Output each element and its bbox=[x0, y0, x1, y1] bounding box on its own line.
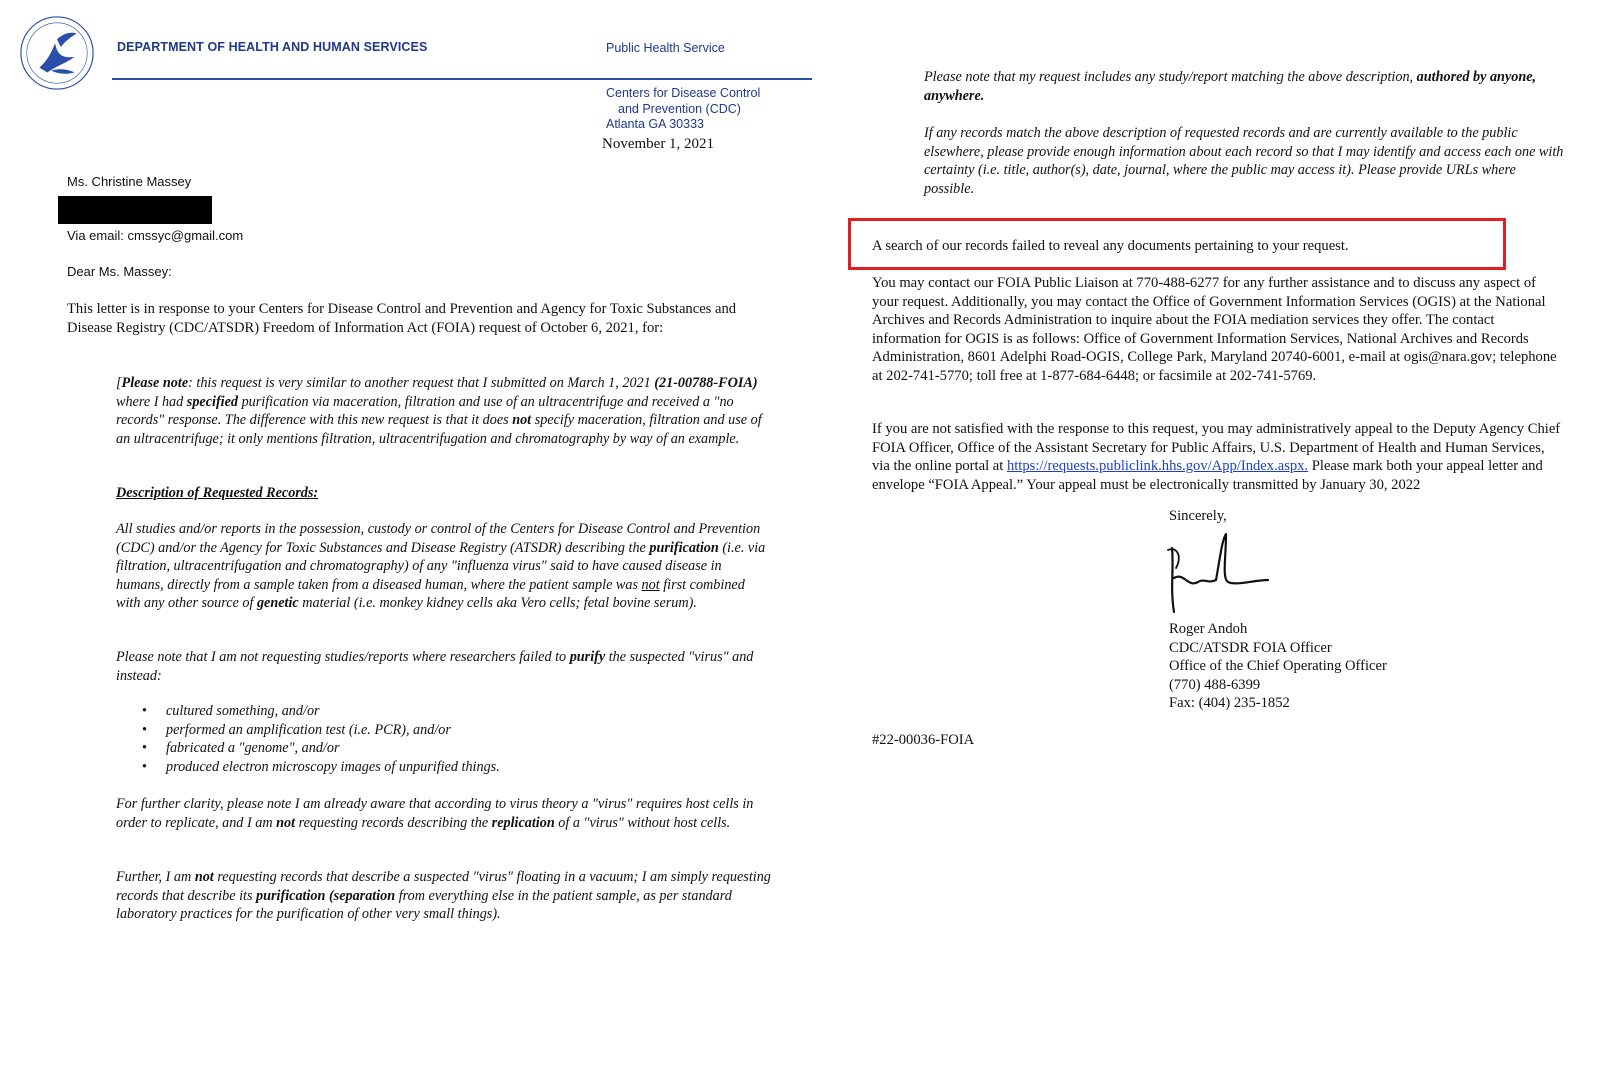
appeal-portal-link[interactable]: https://requests.publiclink.hhs.gov/App/Index.aspx. bbox=[1006, 458, 1309, 475]
note-label: Please note bbox=[121, 375, 189, 391]
signer-name: Roger Andoh bbox=[1169, 621, 1248, 637]
list-item-text: cultured something, and/or bbox=[166, 703, 320, 719]
exclusion-text: the suspected "virus" and instead: bbox=[116, 649, 754, 684]
bullet-icon: • bbox=[142, 740, 147, 757]
letterhead-rule bbox=[112, 78, 812, 80]
list-item bbox=[116, 721, 771, 740]
clarity-text: For further clarity, please note I am already aware that according to virus theory a "virus" requires host cells in order to replicate, and I am bbox=[116, 796, 754, 831]
clarity-paragraph bbox=[116, 795, 771, 832]
salutation: Dear Ms. Massey: bbox=[67, 264, 172, 279]
list-item bbox=[116, 758, 771, 777]
list-item-text: produced electron microscopy images of unpurified things. bbox=[166, 758, 500, 775]
scope-emphasis: authored by anyone, anywhere. bbox=[924, 69, 1537, 104]
vacuum-text: requesting records that describe a suspected "virus" floating in a vacuum; I am simply requesting records that describe its bbox=[116, 869, 771, 904]
availability-paragraph: If any records match the above description of requested records and are currently available to the public elsewhere, please provide enough information about each record so that I may identify and access each one with certainty (i.e. title, author(s), date, journal, where the public may access it). Please provide URLs where possible. bbox=[924, 125, 1564, 197]
note-emphasis: not bbox=[512, 412, 532, 429]
recipient-name: Ms. Christine Massey bbox=[67, 174, 192, 189]
signature-icon bbox=[1164, 528, 1274, 620]
desc-underline: not bbox=[641, 576, 660, 593]
vacuum-text: Further, I am bbox=[116, 869, 195, 885]
search-result-statement: A search of our records failed to reveal any documents pertaining to your request. bbox=[872, 238, 1349, 254]
note-bracket: [ bbox=[116, 375, 122, 391]
contact-paragraph: You may contact our FOIA Public Liaison at 770-488-6277 for any further assistance and to discuss any aspect of your request. Additionally, you may contact the Office of Government Information Services (OGIS) at the National Archives and Records Administration to inquire about the FOIA mediation services they offer. The contact information for OGIS is as follows: Office of Government Information Services, National Archives and Records Administration, 8601 Adelphi Road-OGIS, College Park, Maryland 20740-6001, e-mail at ogis@nara.gov; telephone at 202-741-5770; toll free at 1-877-684-6448; or facsimile at 202-741-5769. bbox=[872, 275, 1557, 384]
signer-block bbox=[1169, 620, 1387, 713]
service-name: Public Health Service bbox=[606, 41, 725, 55]
address-line: and Prevention (CDC) bbox=[618, 101, 741, 116]
desc-emphasis: genetic bbox=[256, 595, 299, 612]
closing-sincerely: Sincerely, bbox=[1169, 508, 1227, 524]
desc-emphasis: purification bbox=[649, 539, 719, 556]
signer-office: Office of the Chief Operating Officer bbox=[1169, 658, 1387, 675]
bullet-icon: • bbox=[142, 758, 147, 775]
desc-text: All studies and/or reports in the possession, custody or control of the Centers for Disease Control and Prevention (CDC) and/or the Agency for Toxic Substances and Disease Registry (ATSDR) describing the bbox=[116, 521, 761, 556]
note-text: purification via maceration, filtration and use of an ultracentrifuge and received a "no records" response. The difference with this new request is that it does bbox=[116, 393, 734, 429]
note-text: : this request is very similar to another request that I submitted on March 1, 2021 bbox=[188, 375, 655, 391]
clarity-emphasis: not bbox=[276, 814, 296, 831]
bullet-icon: • bbox=[142, 721, 147, 738]
exclusion-list bbox=[116, 702, 771, 776]
clarity-text: requesting records describing the bbox=[295, 814, 492, 831]
exclusion-text: Please note that I am not requesting studies/reports where researchers failed to bbox=[116, 649, 570, 665]
signer-phone: (770) 488-6399 bbox=[1169, 676, 1261, 693]
description-heading-text: Description of Requested Records: bbox=[116, 485, 319, 501]
list-item-text: fabricated a "genome", and/or bbox=[166, 740, 340, 757]
clarity-emphasis: replication bbox=[491, 814, 555, 831]
redaction-bar bbox=[58, 196, 212, 224]
appeal-text: Please mark both your appeal letter and envelope “FOIA Appeal.” Your appeal must be electronically transmitted by January 30, 2022 bbox=[872, 458, 1543, 493]
note-text: where I had bbox=[116, 393, 187, 410]
list-item-text: performed an amplification test (i.e. PCR), and/or bbox=[166, 721, 451, 738]
note-reference: (21-00788-FOIA) bbox=[654, 375, 758, 391]
vacuum-emphasis: (separation bbox=[325, 887, 396, 904]
note-emphasis: specified bbox=[186, 393, 239, 410]
note-text: specify maceration, filtration and use of an ultracentrifuge; it only mentions filtration, ultracentrifugation and chromatography by way of an example. bbox=[116, 412, 762, 447]
vacuum-paragraph bbox=[116, 868, 771, 924]
list-item bbox=[116, 739, 771, 758]
recipient-email: Via email: cmssyc@gmail.com bbox=[67, 228, 244, 243]
desc-text: first combined with any other source of bbox=[116, 576, 745, 612]
letter-date: November 1, 2021 bbox=[602, 136, 715, 152]
appeal-paragraph bbox=[872, 420, 1562, 494]
signer-fax: Fax: (404) 235-1852 bbox=[1169, 695, 1290, 712]
request-note-paragraph bbox=[116, 374, 771, 448]
description-paragraph bbox=[116, 520, 771, 613]
clarity-text: of a "virus" without host cells. bbox=[554, 814, 731, 831]
desc-text: (i.e. via filtration, ultracentrifugation and chromatography) of any "influenza virus" said to have caused disease in humans, directly from a sample taken from a diseased human, where the patient sample was bbox=[116, 539, 766, 593]
hhs-seal-icon bbox=[18, 14, 96, 92]
signer-title: CDC/ATSDR FOIA Officer bbox=[1169, 639, 1332, 656]
address-line: Atlanta GA 30333 bbox=[606, 117, 704, 131]
appeal-text: If you are not satisfied with the response to this request, you may administratively appeal to the Deputy Agency Chief FOIA Officer, Office of the Assistant Secretary for Public Affairs, U.S. Department of Health and Human Services, via the online portal at bbox=[872, 421, 1561, 475]
scope-paragraph bbox=[924, 68, 1564, 105]
address-line: Centers for Disease Control bbox=[606, 86, 761, 100]
vacuum-emphasis: not bbox=[194, 869, 214, 885]
exclusion-paragraph bbox=[116, 648, 771, 685]
scope-text: Please note that my request includes any study/report matching the above description, bbox=[924, 69, 1417, 85]
department-name: DEPARTMENT OF HEALTH AND HUMAN SERVICES bbox=[117, 40, 428, 54]
bullet-icon: • bbox=[142, 703, 147, 719]
description-heading bbox=[116, 484, 771, 503]
vacuum-emphasis: purification bbox=[256, 887, 326, 904]
intro-paragraph: This letter is in response to your Centers for Disease Control and Prevention and Agency for Toxic Substances and Disease Registry (CDC/ATSDR) Freedom of Information Act (FOIA) request of October 6, 2021, for: bbox=[67, 301, 737, 336]
agency-address bbox=[606, 86, 760, 133]
case-number: #22-00036-FOIA bbox=[872, 732, 975, 748]
vacuum-text: from everything else in the patient sample, as per standard laboratory practices for the purification of other very small things). bbox=[116, 887, 732, 923]
list-item bbox=[116, 702, 771, 721]
desc-text: material (i.e. monkey kidney cells aka Vero cells; fetal bovine serum). bbox=[298, 595, 697, 612]
exclusion-emphasis: purify bbox=[569, 649, 606, 665]
